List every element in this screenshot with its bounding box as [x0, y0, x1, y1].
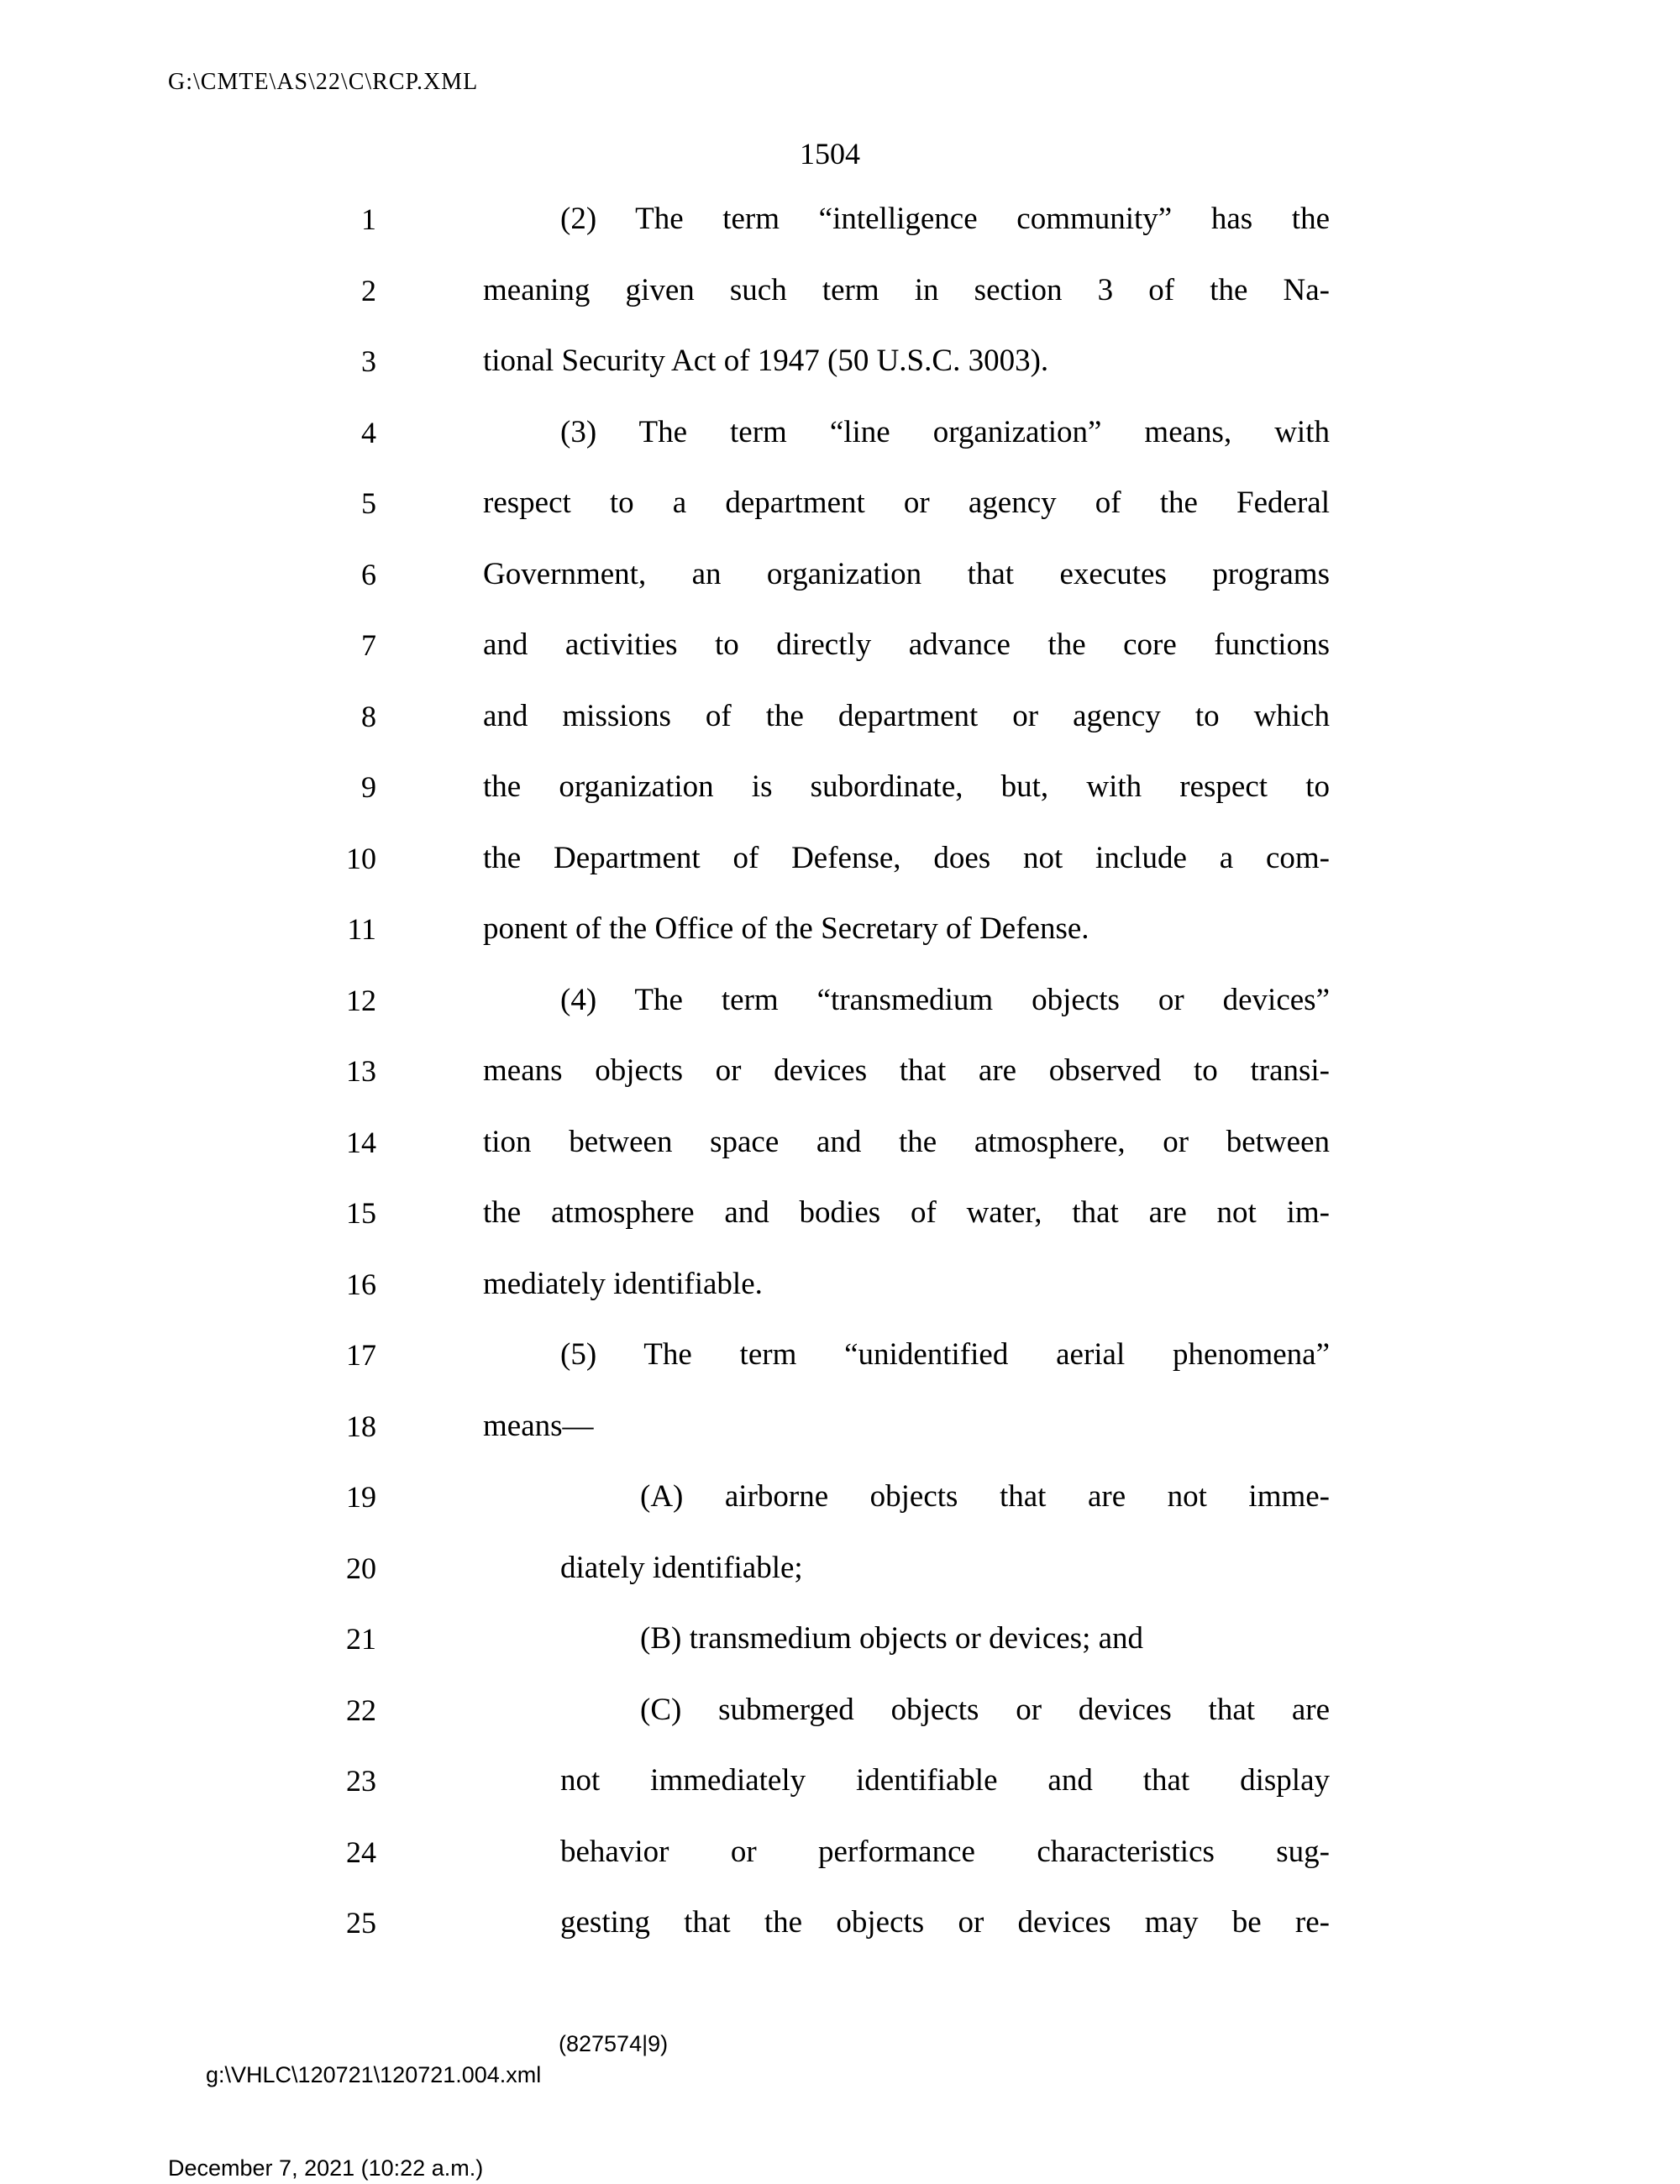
line-number: 5 — [361, 486, 376, 520]
text-line — [0, 1746, 1680, 1817]
line-text: and activities to directly advance the core functions — [483, 627, 1330, 662]
text-line — [0, 539, 1680, 611]
line-number: 8 — [361, 699, 376, 733]
line-text: diately identifiable; — [560, 1550, 803, 1585]
text-line — [0, 468, 1680, 539]
line-number: 2 — [361, 273, 376, 307]
line-text: (4) The term “transmedium objects or devices” — [560, 982, 1330, 1017]
text-line — [0, 1107, 1680, 1179]
line-number: 12 — [346, 983, 376, 1017]
page-number: 1504 — [800, 137, 860, 171]
footer-date: December 7, 2021 (10:22 a.m.) — [168, 2155, 484, 2181]
text-line — [0, 823, 1680, 895]
line-text: ponent of the Office of the Secretary of Defense. — [483, 911, 1089, 946]
text-line — [0, 1178, 1680, 1249]
line-number: 19 — [346, 1480, 376, 1514]
text-line — [0, 1817, 1680, 1888]
text-line — [0, 397, 1680, 469]
footer-file-path: g:\VHLC\120721\120721.004.xml — [206, 2062, 542, 2087]
line-text: (C) submerged objects or devices that are — [640, 1692, 1330, 1727]
footer-row — [168, 2029, 669, 2153]
body-lines — [0, 184, 1680, 1959]
text-line — [0, 965, 1680, 1037]
line-text: tional Security Act of 1947 (50 U.S.C. 3003). — [483, 344, 1049, 378]
text-line — [0, 1249, 1680, 1320]
line-number: 18 — [346, 1409, 376, 1443]
line-number: 22 — [346, 1693, 376, 1727]
text-line — [0, 1391, 1680, 1462]
line-number: 4 — [361, 415, 376, 449]
line-number: 11 — [347, 912, 376, 946]
line-number: 24 — [346, 1835, 376, 1869]
text-line — [0, 1604, 1680, 1675]
footer-doc-id: (827574|9) — [559, 2031, 669, 2056]
line-text: (B) transmedium objects or devices; and — [640, 1621, 1144, 1656]
line-text: mediately identifiable. — [483, 1266, 763, 1301]
line-number: 23 — [346, 1764, 376, 1798]
line-number: 14 — [346, 1125, 376, 1159]
line-number: 21 — [346, 1622, 376, 1656]
line-number: 9 — [361, 770, 376, 804]
line-text: the atmosphere and bodies of water, that are not im- — [483, 1195, 1330, 1230]
line-number: 1 — [361, 202, 376, 236]
line-text: meaning given such term in section 3 of the Na- — [483, 272, 1330, 307]
line-text: (5) The term “unidentified aerial phenomena” — [560, 1337, 1330, 1372]
text-line — [0, 1036, 1680, 1107]
header-file-code: G:\CMTE\AS\22\C\RCP.XML — [168, 69, 479, 95]
text-line — [0, 1675, 1680, 1746]
line-text: means— — [483, 1408, 594, 1443]
text-line — [0, 255, 1680, 327]
page-footer — [168, 2029, 669, 2184]
text-line — [0, 681, 1680, 753]
line-text: the Department of Defense, does not include a com- — [483, 840, 1330, 875]
text-line — [0, 610, 1680, 681]
text-line — [0, 1462, 1680, 1533]
text-line — [0, 184, 1680, 255]
line-number: 15 — [346, 1196, 376, 1230]
line-number: 25 — [346, 1906, 376, 1940]
text-line — [0, 1887, 1680, 1959]
text-line — [0, 894, 1680, 965]
line-text: tion between space and the atmosphere, or between — [483, 1124, 1330, 1159]
line-text: Government, an organization that executes programs — [483, 556, 1330, 591]
line-text: (3) The term “line organization” means, with — [560, 414, 1330, 449]
line-number: 6 — [361, 557, 376, 591]
line-text: (2) The term “intelligence community” has the — [560, 202, 1330, 236]
line-number: 17 — [346, 1338, 376, 1372]
text-line — [0, 752, 1680, 823]
line-number: 10 — [346, 841, 376, 875]
text-line — [0, 1533, 1680, 1604]
text-line — [0, 1320, 1680, 1391]
text-line — [0, 326, 1680, 397]
line-number: 13 — [346, 1054, 376, 1088]
line-text: behavior or performance characteristics sug- — [560, 1834, 1330, 1869]
line-text: respect to a department or agency of the Federal — [483, 486, 1330, 520]
line-text: not immediately identifiable and that display — [560, 1763, 1330, 1798]
line-number: 3 — [361, 344, 376, 378]
line-text: means objects or devices that are observed to transi- — [483, 1053, 1330, 1088]
line-number: 7 — [361, 628, 376, 662]
line-text: the organization is subordinate, but, with respect to — [483, 769, 1330, 804]
line-text: gesting that the objects or devices may be re- — [560, 1905, 1330, 1940]
line-text: (A) airborne objects that are not imme- — [640, 1479, 1330, 1514]
line-number: 20 — [346, 1551, 376, 1585]
line-text: and missions of the department or agency to which — [483, 698, 1330, 733]
line-number: 16 — [346, 1267, 376, 1301]
